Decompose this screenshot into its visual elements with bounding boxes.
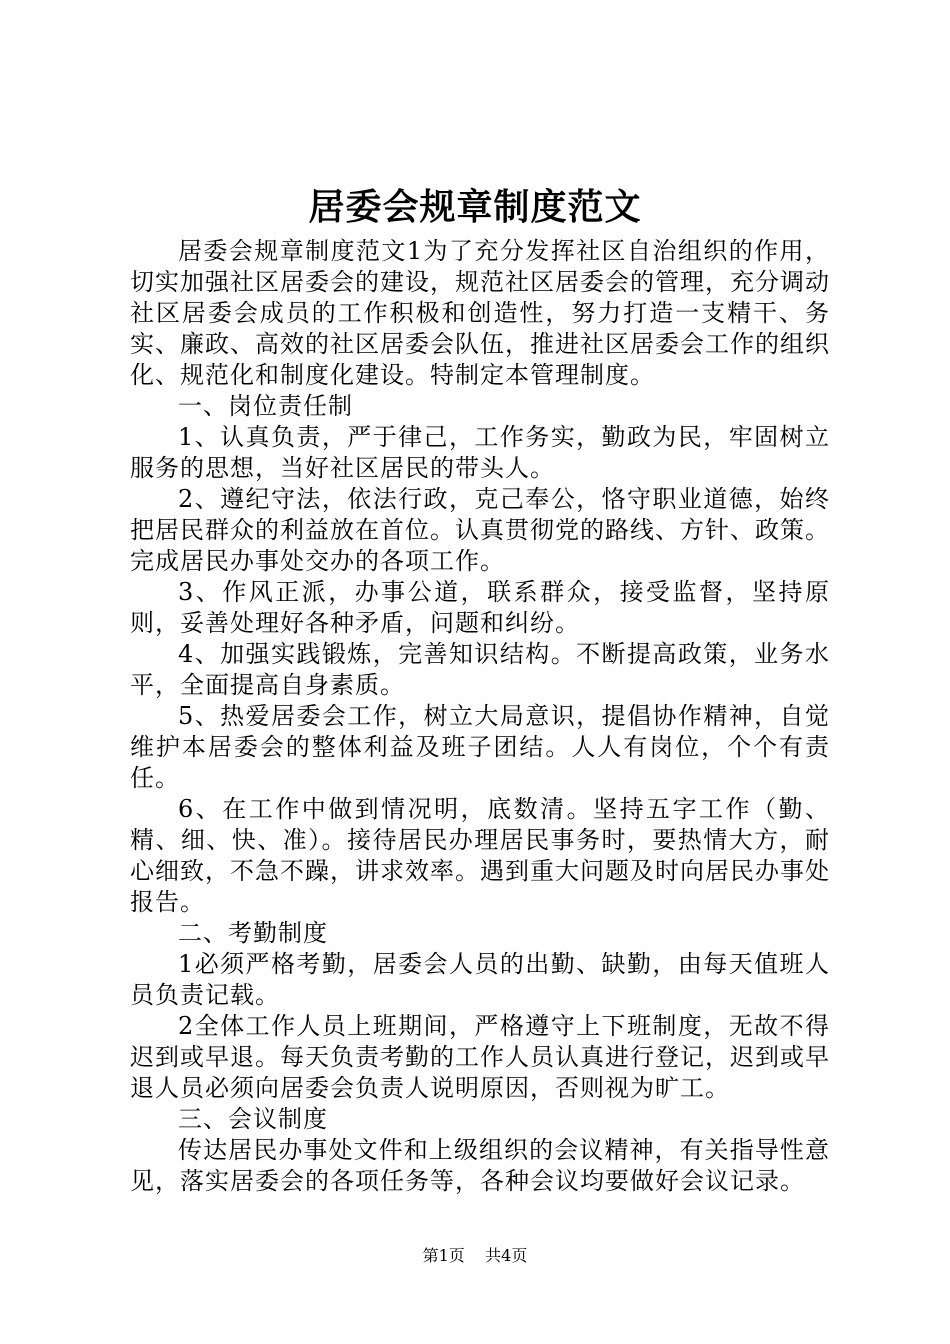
paragraph-item: 1、认真负责，严于律己，工作务实，勤政为民，牢固树立服务的思想，当好社区居民的带头人。 — [130, 423, 830, 482]
page-separator — [470, 1246, 480, 1265]
paragraph-item: 1必须严格考勤，居委会人员的出勤、缺勤，由每天值班人员负责记载。 — [130, 950, 830, 1009]
paragraph-intro: 居委会规章制度范文1为了充分发挥社区自治组织的作用，切实加强社区居委会的建设，规范社区居委会的管理，充分调动社区居委会成员的工作积极和创造性，努力打造一支精干、务实、廉政、高效的社区居委会队伍，推进社区居委会工作的组织化、规范化和制度化建设。特制定本管理制度。 — [130, 237, 830, 389]
section-heading-attendance: 二、考勤制度 — [178, 919, 328, 947]
paragraph-item: 3、作风正派，办事公道，联系群众，接受监督，坚持原则，妥善处理好各种矛盾，问题和纠纷。 — [130, 578, 830, 637]
document-body — [130, 236, 830, 1197]
paragraph-item: 4、加强实践锻炼，完善知识结构。不断提高政策，业务水平，全面提高自身素质。 — [130, 640, 830, 699]
section-heading-job-responsibility: 一、岗位责任制 — [178, 392, 353, 420]
paragraph-item: 6、在工作中做到情况明，底数清。坚持五字工作（勤、精、细、快、准）。接待居民办理居民事务时，要热情大方，耐心细致，不急不躁，讲求效率。遇到重大问题及时向居民办事处报告。 — [130, 795, 830, 916]
page-number: 第1页 — [422, 1246, 465, 1265]
page-total: 共4页 — [485, 1246, 528, 1265]
paragraph-item: 传达居民办事处文件和上级组织的会议精神，有关指导性意见，落实居委会的各项任务等，各种会议均要做好会议记录。 — [130, 1136, 830, 1195]
page-footer — [0, 1246, 950, 1266]
page-title: 居委会规章制度范文 — [308, 186, 642, 228]
section-heading-meeting: 三、会议制度 — [178, 1105, 328, 1133]
paragraph-item: 5、热爱居委会工作，树立大局意识，提倡协作精神，自觉维护本居委会的整体利益及班子团结。人人有岗位，个个有责任。 — [130, 702, 830, 792]
paragraph-item: 2全体工作人员上班期间，严格遵守上下班制度，无故不得迟到或早退。每天负责考勤的工作人员认真进行登记，迟到或早退人员必须向居委会负责人说明原因，否则视为旷工。 — [130, 1012, 830, 1102]
paragraph-item: 2、遵纪守法，依法行政，克己奉公，恪守职业道德，始终把居民群众的利益放在首位。认真贯彻党的路线、方针、政策。完成居民办事处交办的各项工作。 — [130, 485, 830, 575]
